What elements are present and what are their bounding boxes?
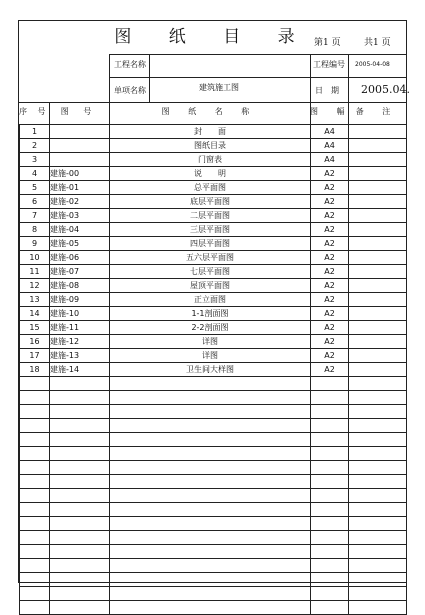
drawing-code <box>50 545 110 559</box>
drawing-code <box>50 391 110 405</box>
drawing-code <box>50 489 110 503</box>
drawing-size <box>311 517 349 531</box>
drawing-code <box>50 503 110 517</box>
table-row <box>20 181 407 195</box>
row-number <box>20 517 50 531</box>
drawing-code: 建施-05 <box>50 237 110 251</box>
drawing-note <box>349 349 407 363</box>
header-rule <box>109 77 406 78</box>
drawing-code <box>50 139 110 153</box>
row-number: 11 <box>20 265 50 279</box>
drawing-code: 建施-03 <box>50 209 110 223</box>
drawing-size <box>311 475 349 489</box>
drawing-size: A2 <box>311 363 349 377</box>
drawing-size <box>311 433 349 447</box>
drawing-size <box>311 391 349 405</box>
drawing-name <box>110 559 311 573</box>
row-number <box>20 475 50 489</box>
table-row <box>20 139 407 153</box>
row-number <box>20 601 50 615</box>
drawing-name <box>110 489 311 503</box>
row-number: 15 <box>20 321 50 335</box>
header-divider <box>310 102 311 124</box>
row-number: 12 <box>20 279 50 293</box>
drawing-code: 建施-14 <box>50 363 110 377</box>
row-number <box>20 461 50 475</box>
drawing-code: 建施-09 <box>50 293 110 307</box>
table-row <box>20 349 407 363</box>
empty-row <box>20 433 407 447</box>
row-number <box>20 503 50 517</box>
row-number: 5 <box>20 181 50 195</box>
empty-row <box>20 587 407 601</box>
drawing-code <box>50 377 110 391</box>
row-number <box>20 447 50 461</box>
drawing-size <box>311 545 349 559</box>
drawing-name: 屋顶平面图 <box>110 279 311 293</box>
project-no-value: 2005-04-08 <box>355 61 390 68</box>
empty-row <box>20 517 407 531</box>
drawing-note <box>349 559 407 573</box>
drawing-name: 四层平面图 <box>110 237 311 251</box>
drawing-size <box>311 405 349 419</box>
drawing-name <box>110 587 311 601</box>
drawing-size: A4 <box>311 153 349 167</box>
drawing-index-sheet <box>18 20 410 583</box>
table-row <box>20 167 407 181</box>
drawing-name: 说 明 <box>110 167 311 181</box>
table-row <box>20 265 407 279</box>
drawing-note <box>349 153 407 167</box>
table-row <box>20 335 407 349</box>
drawing-note <box>349 251 407 265</box>
empty-row <box>20 559 407 573</box>
table-row <box>20 209 407 223</box>
col-header-size: 图 幅 <box>310 107 353 116</box>
drawing-code: 建施-02 <box>50 195 110 209</box>
drawing-name <box>110 503 311 517</box>
drawing-note <box>349 517 407 531</box>
empty-row <box>20 461 407 475</box>
drawing-note <box>349 419 407 433</box>
drawing-note <box>349 335 407 349</box>
drawing-name <box>110 517 311 531</box>
drawing-size: A2 <box>311 181 349 195</box>
drawing-name: 五六层平面图 <box>110 251 311 265</box>
row-number <box>20 405 50 419</box>
row-number: 9 <box>20 237 50 251</box>
drawing-name: 底层平面图 <box>110 195 311 209</box>
empty-row <box>20 503 407 517</box>
header-rule <box>109 54 406 55</box>
drawing-size: A2 <box>311 349 349 363</box>
drawing-size: A2 <box>311 167 349 181</box>
row-number: 1 <box>20 125 50 139</box>
drawing-code: 建施-06 <box>50 251 110 265</box>
row-number: 14 <box>20 307 50 321</box>
drawing-name <box>110 391 311 405</box>
empty-row <box>20 475 407 489</box>
drawing-code <box>50 461 110 475</box>
drawing-name <box>110 461 311 475</box>
row-number: 3 <box>20 153 50 167</box>
row-number: 4 <box>20 167 50 181</box>
drawing-code <box>50 601 110 615</box>
row-number <box>20 377 50 391</box>
row-number <box>20 391 50 405</box>
drawing-name: 三层平面图 <box>110 223 311 237</box>
header-divider <box>49 102 50 124</box>
drawing-note <box>349 503 407 517</box>
drawing-name <box>110 433 311 447</box>
row-number: 7 <box>20 209 50 223</box>
drawing-code: 建施-01 <box>50 181 110 195</box>
empty-row <box>20 391 407 405</box>
drawing-note <box>349 461 407 475</box>
drawing-note <box>349 433 407 447</box>
drawing-note <box>349 545 407 559</box>
header-divider <box>348 54 349 102</box>
row-number <box>20 433 50 447</box>
drawing-list-body <box>20 125 407 615</box>
row-number: 2 <box>20 139 50 153</box>
row-number: 13 <box>20 293 50 307</box>
col-header-name: 图 纸 名 称 <box>161 107 258 116</box>
unit-name-value: 建筑施工图 <box>199 83 239 92</box>
drawing-size <box>311 587 349 601</box>
drawing-note <box>349 573 407 587</box>
empty-row <box>20 573 407 587</box>
row-number <box>20 559 50 573</box>
drawing-note <box>349 139 407 153</box>
drawing-size: A2 <box>311 279 349 293</box>
drawing-size <box>311 377 349 391</box>
drawing-code <box>50 419 110 433</box>
drawing-size <box>311 503 349 517</box>
drawing-name: 二层平面图 <box>110 209 311 223</box>
drawing-code <box>50 475 110 489</box>
empty-row <box>20 601 407 615</box>
drawing-note <box>349 223 407 237</box>
drawing-name <box>110 419 311 433</box>
drawing-code: 建施-00 <box>50 167 110 181</box>
empty-row <box>20 447 407 461</box>
drawing-note <box>349 405 407 419</box>
drawing-size: A2 <box>311 293 349 307</box>
row-number: 16 <box>20 335 50 349</box>
drawing-name: 七层平面图 <box>110 265 311 279</box>
table-row <box>20 363 407 377</box>
date-label: 日 期 <box>315 86 339 95</box>
drawing-note <box>349 475 407 489</box>
table-row <box>20 307 407 321</box>
drawing-note <box>349 181 407 195</box>
drawing-code <box>50 405 110 419</box>
header-divider <box>109 102 110 124</box>
drawing-size: A2 <box>311 223 349 237</box>
drawing-size: A2 <box>311 209 349 223</box>
unit-name-label: 单项名称 <box>114 86 146 95</box>
drawing-size <box>311 573 349 587</box>
page-number: 第1 页 <box>314 38 341 48</box>
col-header-note: 备 注 <box>355 107 399 116</box>
table-row <box>20 125 407 139</box>
table-row <box>20 279 407 293</box>
row-number: 10 <box>20 251 50 265</box>
drawing-size: A4 <box>311 125 349 139</box>
drawing-name: 总平面图 <box>110 181 311 195</box>
drawing-code <box>50 517 110 531</box>
drawing-code <box>50 559 110 573</box>
drawing-name: 封 面 <box>110 125 311 139</box>
drawing-size: A4 <box>311 139 349 153</box>
drawing-note <box>349 237 407 251</box>
drawing-size: A2 <box>311 195 349 209</box>
project-name-label: 工程名称 <box>114 60 146 69</box>
row-number: 8 <box>20 223 50 237</box>
table-row <box>20 223 407 237</box>
drawing-code <box>50 153 110 167</box>
drawing-name <box>110 475 311 489</box>
drawing-code <box>50 573 110 587</box>
drawing-note <box>349 587 407 601</box>
drawing-name: 图纸目录 <box>110 139 311 153</box>
drawing-size: A2 <box>311 335 349 349</box>
drawing-name <box>110 545 311 559</box>
empty-row <box>20 419 407 433</box>
drawing-name <box>110 447 311 461</box>
drawing-list-table <box>19 124 407 615</box>
table-row <box>20 293 407 307</box>
table-row <box>20 321 407 335</box>
drawing-code: 建施-08 <box>50 279 110 293</box>
table-row <box>20 153 407 167</box>
drawing-code <box>50 531 110 545</box>
drawing-code: 建施-13 <box>50 349 110 363</box>
drawing-note <box>349 321 407 335</box>
drawing-note <box>349 265 407 279</box>
page-title: 图 纸 目 录 <box>114 27 311 47</box>
drawing-name: 详图 <box>110 335 311 349</box>
row-number: 18 <box>20 363 50 377</box>
empty-row <box>20 377 407 391</box>
drawing-name <box>110 601 311 615</box>
drawing-note <box>349 531 407 545</box>
empty-row <box>20 531 407 545</box>
drawing-note <box>349 447 407 461</box>
drawing-size: A2 <box>311 237 349 251</box>
drawing-code <box>50 433 110 447</box>
row-number <box>20 531 50 545</box>
drawing-size: A2 <box>311 321 349 335</box>
row-number <box>20 573 50 587</box>
empty-row <box>20 545 407 559</box>
drawing-name <box>110 405 311 419</box>
header-divider <box>348 102 349 124</box>
drawing-code: 建施-11 <box>50 321 110 335</box>
drawing-code: 建施-12 <box>50 335 110 349</box>
row-number <box>20 489 50 503</box>
drawing-code <box>50 587 110 601</box>
drawing-size <box>311 559 349 573</box>
drawing-note <box>349 125 407 139</box>
drawing-note <box>349 307 407 321</box>
drawing-name: 正立面图 <box>110 293 311 307</box>
drawing-note <box>349 167 407 181</box>
header-divider <box>149 54 150 102</box>
drawing-note <box>349 363 407 377</box>
drawing-note <box>349 293 407 307</box>
drawing-code: 建施-04 <box>50 223 110 237</box>
drawing-note <box>349 601 407 615</box>
row-number: 17 <box>20 349 50 363</box>
table-row <box>20 195 407 209</box>
drawing-size <box>311 531 349 545</box>
row-number: 6 <box>20 195 50 209</box>
drawing-note <box>349 279 407 293</box>
drawing-name <box>110 573 311 587</box>
empty-row <box>20 489 407 503</box>
drawing-note <box>349 489 407 503</box>
table-row <box>20 237 407 251</box>
drawing-note <box>349 195 407 209</box>
drawing-size <box>311 419 349 433</box>
drawing-name: 卫生间大样图 <box>110 363 311 377</box>
drawing-size: A2 <box>311 251 349 265</box>
drawing-code <box>50 447 110 461</box>
header-divider <box>310 54 311 102</box>
col-header-code: 图 号 <box>60 107 98 116</box>
row-number <box>20 545 50 559</box>
drawing-size: A2 <box>311 307 349 321</box>
drawing-name <box>110 531 311 545</box>
empty-row <box>20 405 407 419</box>
drawing-note <box>349 377 407 391</box>
header-divider <box>109 54 110 102</box>
drawing-name: 2-2剖面图 <box>110 321 311 335</box>
drawing-size: A2 <box>311 265 349 279</box>
drawing-code: 建施-07 <box>50 265 110 279</box>
drawing-size <box>311 461 349 475</box>
drawing-size <box>311 447 349 461</box>
date-value: 2005.04. <box>361 83 410 96</box>
drawing-code: 建施-10 <box>50 307 110 321</box>
drawing-size <box>311 601 349 615</box>
project-no-label: 工程编号 <box>313 60 345 69</box>
drawing-note <box>349 391 407 405</box>
drawing-name <box>110 377 311 391</box>
drawing-note <box>349 209 407 223</box>
drawing-name: 1-1剖面图 <box>110 307 311 321</box>
drawing-size <box>311 489 349 503</box>
col-header-no: 序 号 <box>19 107 50 116</box>
row-number <box>20 419 50 433</box>
drawing-name: 门窗表 <box>110 153 311 167</box>
drawing-code <box>50 125 110 139</box>
drawing-name: 详图 <box>110 349 311 363</box>
table-row <box>20 251 407 265</box>
page-total: 共1 页 <box>364 38 391 48</box>
row-number <box>20 587 50 601</box>
